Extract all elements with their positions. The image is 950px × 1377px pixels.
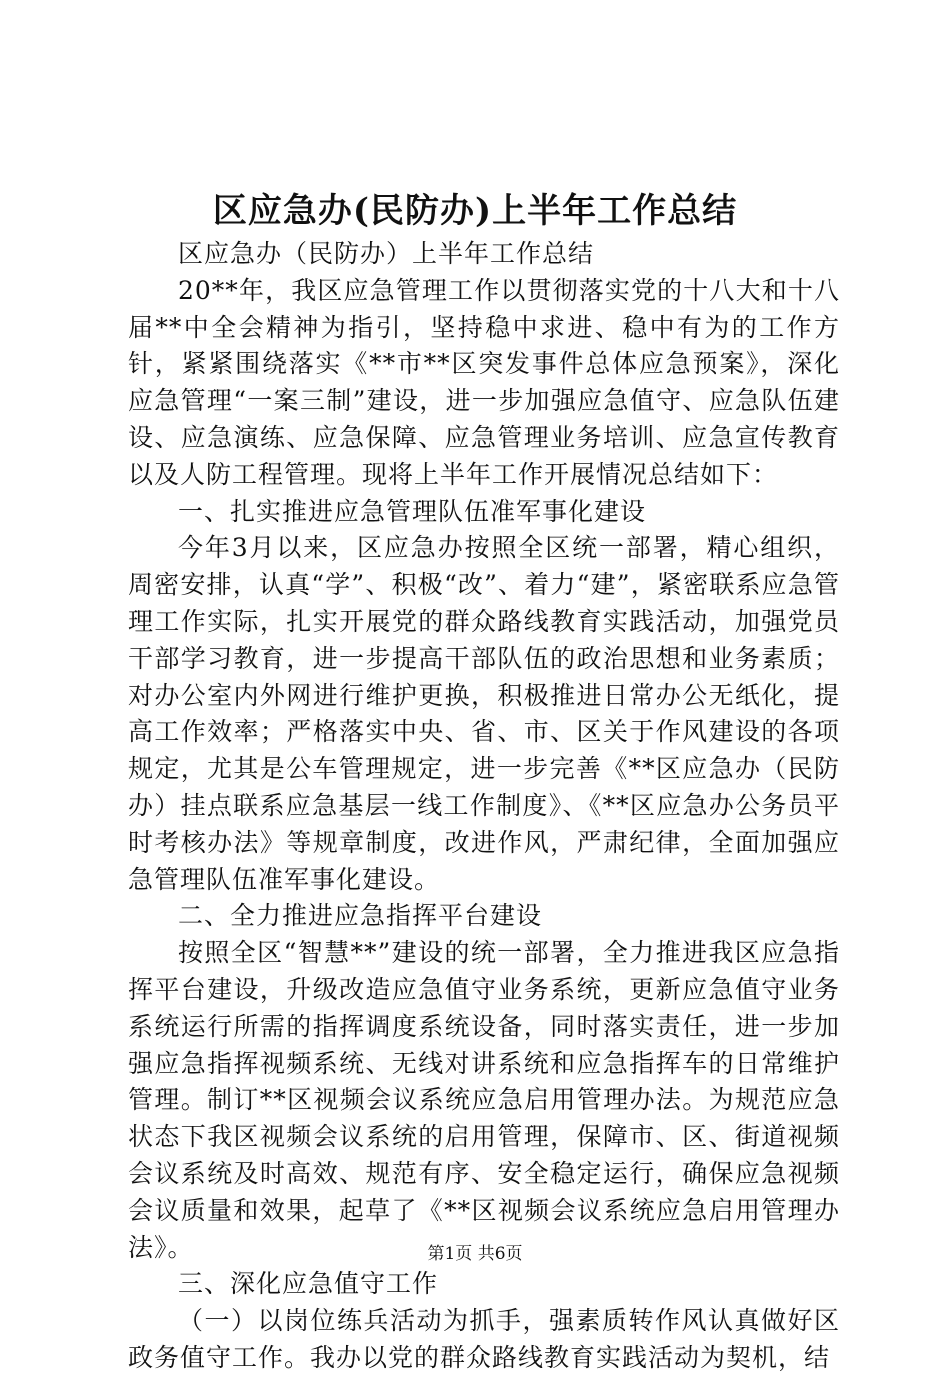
document-title: 区应急办(民防办)上半年工作总结 — [212, 191, 738, 231]
page-number-footer: 第1页 共6页 — [427, 1244, 523, 1264]
paragraph-subtitle: 区应急办（民防办）上半年工作总结 — [178, 239, 595, 268]
paragraph-section-3-1: （一）以岗位练兵活动为抓手，强素质转作风认真做好区政务值守工作。我办以党的群众路线教育实践活动为契机，结 — [128, 1306, 840, 1372]
paragraph-section-2: 按照全区“智慧**”建设的统一部署，全力推进我区应急指挥平台建设，升级改造应急值守业务系统，更新应急值守业务系统运行所需的指挥调度系统设备，同时落实责任，进一步加强应急指挥视频系统、无线对讲系统和应急指挥车的日常维护管理。制订**区视频会议系统应急启用管理办法。为规范应急状态下我区视频会议系统的启用管理，保障市、区、街道视频会议系统及时高效、规范有序、安全稳定运行，确保应急视频会议质量和效果，起草了《**区视频会议系统应急启用管理办法》。 — [128, 938, 840, 1262]
section-heading-2: 二、全力推进应急指挥平台建设 — [178, 901, 543, 931]
paragraph-section-1: 今年3月以来，区应急办按照全区统一部署，精心组织，周密安排，认真“学”、积极“改”、着力“建”，紧密联系应急管理工作实际，扎实开展党的群众路线教育实践活动，加强党员干部学习教育，进一步提高干部队伍的政治思想和业务素质；对办公室内外网进行维护更换，积极推进日常办公无纸化，提高工作效率；严格落实中央、省、市、区关于作风建设的各项规定，尤其是公车管理规定，进一步完善《**区应急办（民防办）挂点联系应急基层一线工作制度》、《**区应急办公务员平时考核办法》等规章制度，改进作风，严肃纪律，全面加强应急管理队伍准军事化建设。 — [128, 533, 840, 894]
section-heading-3: 三、深化应急值守工作 — [178, 1269, 439, 1299]
document-body — [128, 236, 840, 1377]
section-heading-1: 一、扎实推进应急管理队伍准军事化建设 — [178, 496, 647, 526]
paragraph-intro: 20**年，我区应急管理工作以贯彻落实党的十八大和十八届**中全会精神为指引，坚持稳中求进、稳中有为的工作方针，紧紧围绕落实《**市**区突发事件总体应急预案》，深化应急管理“一案三制”建设，进一步加强应急值守、应急队伍建设、应急演练、应急保障、应急管理业务培训、应急宣传教育以及人防工程管理。现将上半年工作开展情况总结如下： — [128, 275, 840, 489]
